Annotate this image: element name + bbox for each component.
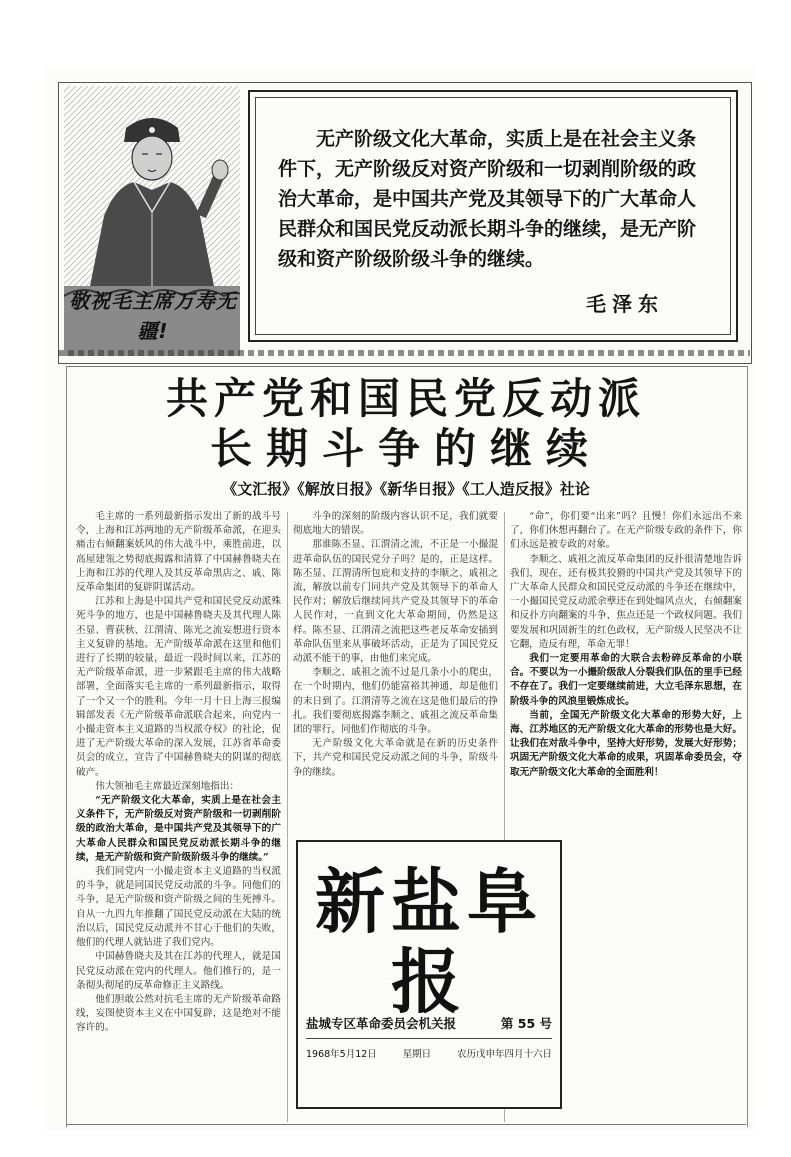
paragraph: 他们胆敢公然对抗毛主席的无产阶级革命路线，妄图使资本主义在中国复辟，这是绝对不能容许的。: [76, 993, 281, 1034]
headline-line-1: 共产党和国民党反动派: [165, 374, 646, 423]
weekday: 星期日: [402, 1049, 432, 1060]
column-rule: [287, 512, 288, 1122]
paragraph: 那谁陈丕显、江渭清之流，不正是一小撮混进革命队伍的国民党分子吗？是的，正是这样。陈丕显、江渭清所包庇和支持的李顺之、戚祖之流，解放以前专门同共产党及其领导下的革命人民作对；解放后继续同共产党及其领导下的革命人民作对，一直到文化大革命期间，仍然是这样。陈丕显、江渭清之流把这些老反革命安插到革命队伍里来从事破坏活动，正是为了国民党反动派不能干的事，由他们来完成。: [293, 539, 498, 665]
paragraph: 李顺之、戚祖之流不过是几条小小的爬虫，在一个时期内，他们仍能富裕其神通，却是他们的末日到了。江渭清等之流在这是他们最后的挣扎。我们要彻底揭露李顺之、戚祖之流反革命集团的罪行，同他们作彻底的斗争。: [293, 667, 498, 736]
paragraph: 江苏和上海是中国共产党和国民党反动派殊死斗争的地方，也是中国赫鲁晓夫及其代理人陈丕显、曹荻秋、江渭清、陈光之流妄想进行资本主义复辟的基地。无产阶级革命派在这里和他们进行了长期的较量，最近一段时间以来，江苏的无产阶级革命派，进一步紧跟毛主席的伟大战略部署，全面落实毛主席的一系列最新指示，取得了一个又一个的胜利。今年一月十日上海三报编辑部发表《无产阶级革命派联合起来，向党内一小撮走资本主义道路的当权派夺权》的社论，促进了无产阶级大革命的深入发展，江苏省革命委员会的成立，宣告了中国赫鲁晓夫的阴谋的彻底破产。: [76, 596, 281, 778]
paragraph: 伟大领袖毛主席最近深刻地指出：: [95, 780, 240, 792]
byline: 《文汇报》《解放日报》《新华日报》《工人造反报》社论: [222, 480, 590, 498]
ornament-divider: [58, 350, 750, 356]
masthead: [296, 840, 562, 1109]
masthead-divider: [306, 1038, 552, 1039]
paragraph: 无产阶级文化大革命就是在新的历史条件下，共产党和国民党反动派之间的斗争，阶级斗争的继续。: [293, 738, 498, 778]
publisher: 盐城专区革命委员会机关报: [306, 1016, 457, 1031]
quotation-box: [248, 90, 738, 342]
slogan-banner: 敬祝毛主席万寿无疆!: [69, 289, 237, 343]
masthead-org-line: [306, 1014, 552, 1032]
headline-line-2: 长期斗争的继续: [209, 424, 602, 473]
paragraph: “命”，你们要“出来”吗？且慢！你们永远出不来了，你们休想再翻台了。在无产阶级专政的条件下，你们永远是被专政的对象。: [510, 511, 742, 551]
quotation-text: 无产阶级文化大革命，实质上是在社会主义条件下，无产阶级反对资产阶级和一切剥削阶级的政治大革命，是中国共产党及其领导下的广大革命人民群众和国民党反动派长期斗争的继续，是无产阶级和资产阶级阶级斗争的继续。: [278, 128, 697, 270]
newspaper-title: 新盐阜报: [315, 860, 543, 1023]
column-2: [293, 510, 498, 830]
paragraph: 我们一定要用革命的大联合去粉碎反革命的小联合。不要以为一小撮阶级敌人分裂我们队伍的里手已经不存在了。我们一定要继续前进，大立毛泽东思想，在阶级斗争的风浪里锻炼成长。: [510, 653, 742, 707]
paragraph: 斗争的深刻的阶级内容认识不足，我们就要彻底地大的错误。: [293, 511, 498, 537]
lunar-date: 农历戊申年四月十六日: [456, 1049, 552, 1060]
paragraph: 我们同党内一小撮走资本主义道路的当权派的斗争，就是同国民党反动派的斗争。同他们的斗争，是无产阶级和资产阶级之间的生死搏斗。自从一九四九年推翻了国民党反动派在大陆的统治以后，国民党反动派并不甘心于他们的失败，他们的代理人就钻进了我们党内。: [76, 866, 281, 949]
headline: [66, 374, 746, 474]
paragraph: 毛主席的一系列最新指示发出了新的战斗号令，上海和江苏两地的无产阶级革命派，在迎头痛击右倾翻案妖风的伟大战斗中，乘胜前进，以高屋建瓴之势彻底揭露和清算了中国赫鲁晓夫在上海和江苏的代理人及其反革命黑店之、戚、陈反革命集团的复辟阴谋活动。: [76, 511, 281, 594]
publication-date: 1968年5月12日: [306, 1049, 377, 1060]
bold-quotation: “无产阶级文化大革命，实质上是在社会主义条件下，无产阶级反对资产阶级和一切剥削阶级的政治大革命，是中国共产党及其领导下的广大革命人民群众和国民党反动派长期斗争的继续，是无产阶级和资产阶级阶级斗争的继续。”: [76, 795, 281, 863]
issue-number: 第 55 号: [500, 1016, 552, 1031]
paragraph: 中国赫鲁晓夫及其在江苏的代理人，就是国民党反动派在党内的代理人。他们推行的，是一条彻头彻尾的反革命修正主义路线。: [76, 951, 281, 991]
masthead-date-line: [306, 1046, 552, 1060]
quotation-author: 毛泽东: [586, 292, 664, 316]
column-1: [76, 510, 281, 1130]
paragraph: 当前，全国无产阶级文化大革命的形势大好，上海、江苏地区的无产阶级文化大革命的形势也是大好。让我们在对敌斗争中，坚持大好形势，发展大好形势；巩固无产阶级文化大革命的成果，巩固革命委员会，夺取无产阶级文化大革命的全面胜利！: [510, 709, 742, 778]
paragraph: 李顺之、戚祖之流反革命集团的反扑很清楚地告诉我们，现在，还有极其狡猾的中国共产党及其领导下的广大革命人民群众和国民党反动派的斗争还在继续中，一小撮国民党反动派余孽还在到处煽风点火，右倾翻案和反扑方向翻案的斗争，焦点还是一个政权问题。我们要发展和巩固新生的红色政权，无产阶级人民坚决不让它翻，造反有理，革命无罪！: [510, 553, 742, 650]
bottom-rule: [66, 1124, 746, 1125]
